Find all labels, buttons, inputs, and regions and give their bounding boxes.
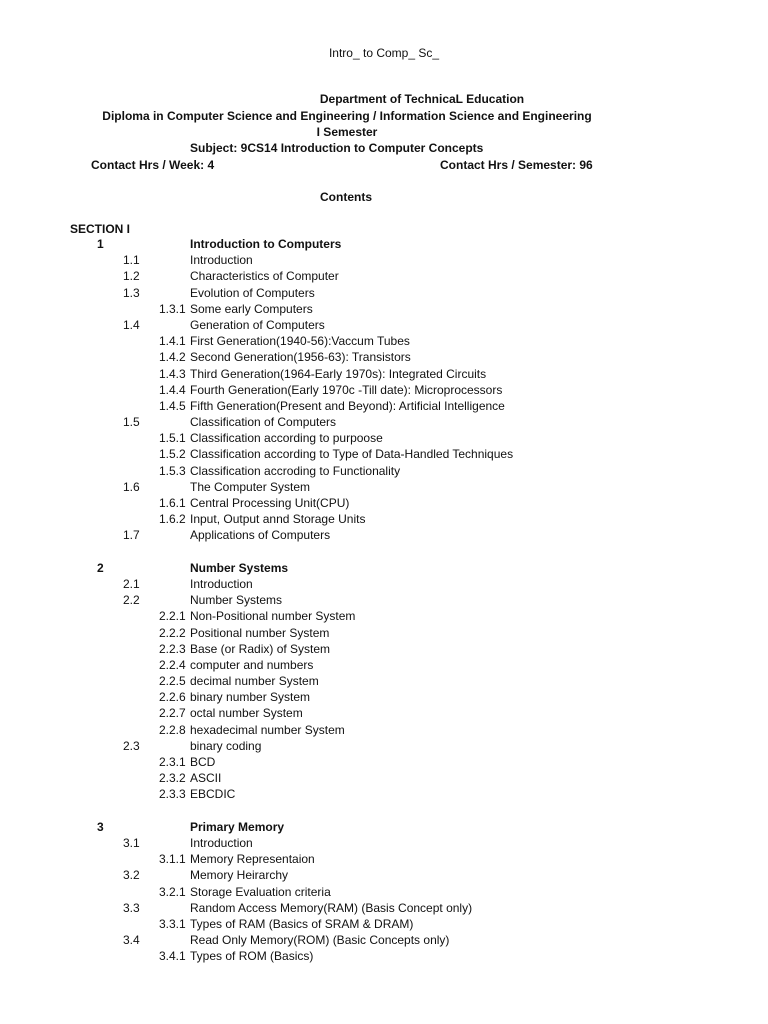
toc-entry [0,398,768,414]
toc-entry-number: 1.4 [123,317,140,332]
toc-entry-title: EBCDIC [190,787,236,802]
toc-entry [0,236,768,252]
toc-entry-title: Classification according to Type of Data-Handled Techniques [190,447,514,462]
toc-entry-number: 3.2.1 [159,884,186,899]
toc-entry [0,689,768,705]
toc-entry-number: 2.2.1 [159,609,186,624]
toc-entry-number: 2.2.5 [159,674,186,689]
toc-entry-number: 1.6.1 [159,496,186,510]
toc-entry-number: 1.5.1 [159,431,186,446]
toc-entry-number: 3.4 [123,933,140,948]
toc-entry-number: 3 [97,819,104,834]
toc-entry-number: 1.6.2 [159,512,186,527]
toc-chapter [0,819,768,965]
toc-entry-number: 2.2.3 [159,641,186,656]
toc-entry [0,770,768,786]
toc-entry-title: Storage Evaluation criteria [190,884,331,899]
toc-entry-number: 2.3.3 [159,787,186,802]
toc-entry [0,511,768,527]
toc-entry-title: Memory Representaion [190,852,315,867]
toc-entry [0,738,768,754]
table-of-contents [0,236,768,964]
toc-entry [0,560,768,576]
toc-entry-number: 1.4.3 [159,366,186,381]
toc-entry-number: 3.3 [123,900,140,915]
toc-entry [0,527,768,543]
chapter-gap [0,803,768,819]
toc-entry [0,430,768,446]
toc-entry-title: Introduction to Computers [190,237,342,251]
toc-entry-number: 2.2.7 [159,706,186,721]
toc-entry-number: 3.4.1 [159,949,186,964]
toc-entry-title: Introduction [190,576,253,591]
toc-entry-title: Generation of Computers [190,317,325,332]
toc-entry [0,576,768,592]
toc-entry [0,625,768,641]
toc-entry-title: Non-Positional number System [190,609,356,624]
toc-entry-title: Fifth Generation(Present and Beyond): Artificial Intelligence [190,398,505,413]
toc-entry-number: 2 [97,560,104,575]
contact-hours-semester: Contact Hrs / Semester: 96 [440,158,593,172]
chapter-gap [0,544,768,560]
toc-entry-title: BCD [190,755,216,769]
toc-entry-title: octal number System [190,706,303,721]
toc-entry [0,673,768,689]
toc-entry-number: 1.4.1 [159,334,186,349]
toc-entry [0,252,768,268]
toc-entry-number: 3.1.1 [159,852,186,867]
toc-entry-number: 1.4.5 [159,398,186,413]
toc-entry-number: 2.2.4 [159,657,186,672]
toc-entry [0,349,768,365]
toc-entry-title: Applications of Computers [190,528,331,543]
toc-entry-title: First Generation(1940-56):Vaccum Tubes [190,334,410,349]
section-label: SECTION I [70,222,131,236]
toc-entry-title: ASCII [190,771,222,786]
toc-entry-title: Types of RAM (Basics of SRAM & DRAM) [190,916,414,931]
toc-entry [0,495,768,511]
subject-line: Subject: 9CS14 Introduction to Computer Concepts [190,141,484,155]
toc-entry-number: 1.4.2 [159,350,186,365]
toc-entry-title: Number Systems [190,593,283,608]
toc-entry [0,835,768,851]
toc-entry-number: 1.3.1 [159,301,186,316]
toc-entry-number: 1.1 [123,253,140,268]
toc-entry-title: Number Systems [190,560,289,575]
toc-entry [0,463,768,479]
toc-entry-number: 1.2 [123,269,140,284]
running-header: Intro_ to Comp_ Sc_ [328,46,440,60]
toc-entry-title: Central Processing Unit(CPU) [190,496,350,510]
toc-entry-number: 3.1 [123,835,140,850]
toc-entry-title: The Computer System [190,479,311,494]
toc-entry-number: 1.6 [123,479,140,494]
toc-chapter [0,560,768,803]
toc-entry-title: Classification accroding to Functionality [190,463,401,478]
toc-entry-title: Classification of Computers [190,415,337,430]
toc-entry-number: 1.7 [123,528,140,543]
toc-entry [0,366,768,382]
toc-entry-title: decimal number System [190,674,319,689]
toc-entry-title: Input, Output annd Storage Units [190,512,366,527]
toc-entry-title: binary coding [190,738,262,753]
toc-entry [0,851,768,867]
toc-entry-title: Evolution of Computers [190,285,315,300]
toc-entry [0,592,768,608]
toc-entry-number: 2.3 [123,738,140,753]
toc-entry [0,786,768,802]
toc-entry-title: Positional number System [190,625,330,640]
toc-entry [0,301,768,317]
toc-entry-number: 1.5 [123,415,140,430]
toc-entry-title: binary number System [190,690,311,705]
toc-entry-number: 2.2.8 [159,722,186,737]
toc-entry [0,722,768,738]
department-title: Department of TechnicaL Education [319,92,525,106]
toc-entry-number: 1.5.2 [159,447,186,462]
toc-entry-number: 3.2 [123,868,140,883]
toc-entry-title: Primary Memory [190,819,285,834]
toc-chapter [0,236,768,544]
toc-entry-title: Introduction [190,253,253,268]
toc-entry [0,608,768,624]
toc-entry-title: Characteristics of Computer [190,269,339,284]
toc-entry-title: Memory Heirarchy [190,868,289,883]
toc-entry [0,884,768,900]
toc-entry-title: Read Only Memory(ROM) (Basic Concepts only) [190,933,450,948]
toc-entry [0,948,768,964]
toc-entry [0,446,768,462]
toc-entry [0,916,768,932]
toc-entry-title: hexadecimal number System [190,722,345,737]
diploma-title: Diploma in Computer Science and Engineering / Information Science and Engineering [102,109,592,123]
toc-entry-number: 2.3.2 [159,771,186,786]
toc-entry-title: Random Access Memory(RAM) (Basis Concept only) [190,900,473,915]
toc-entry-number: 2.1 [123,576,140,591]
toc-entry [0,479,768,495]
contact-hours-week: Contact Hrs / Week: 4 [91,158,215,172]
toc-entry-title: Types of ROM (Basics) [190,949,314,964]
toc-entry [0,819,768,835]
toc-entry [0,641,768,657]
toc-entry-title: Base (or Radix) of System [190,641,331,656]
toc-entry [0,867,768,883]
toc-entry-number: 1.5.3 [159,463,186,478]
semester-label: I Semester [316,125,378,139]
toc-entry-title: computer and numbers [190,657,314,672]
toc-entry [0,382,768,398]
toc-entry-title: Some early Computers [190,301,313,316]
toc-entry [0,333,768,349]
toc-entry-title: Fourth Generation(Early 1970c -Till date): Microprocessors [190,382,503,397]
toc-entry-number: 3.3.1 [159,916,186,931]
toc-entry [0,657,768,673]
toc-entry-number: 2.2.6 [159,690,186,705]
toc-entry-title: Third Generation(1964-Early 1970s): Integrated Circuits [190,366,487,381]
toc-entry [0,932,768,948]
toc-entry-number: 2.2.2 [159,625,186,640]
toc-entry-number: 1.3 [123,285,140,300]
toc-entry-number: 1.4.4 [159,382,186,397]
toc-entry [0,705,768,721]
toc-entry-number: 1 [97,237,104,251]
toc-entry-title: Classification according to purpoose [190,431,383,446]
toc-entry-title: Second Generation(1956-63): Transistors [190,350,411,365]
toc-entry-number: 2.2 [123,593,140,608]
toc-entry [0,285,768,301]
toc-entry-title: Introduction [190,835,253,850]
toc-entry [0,754,768,770]
toc-entry-number: 2.3.1 [159,755,186,769]
contents-title: Contents [320,190,372,204]
toc-entry [0,317,768,333]
toc-entry [0,268,768,284]
toc-entry [0,900,768,916]
toc-entry [0,414,768,430]
